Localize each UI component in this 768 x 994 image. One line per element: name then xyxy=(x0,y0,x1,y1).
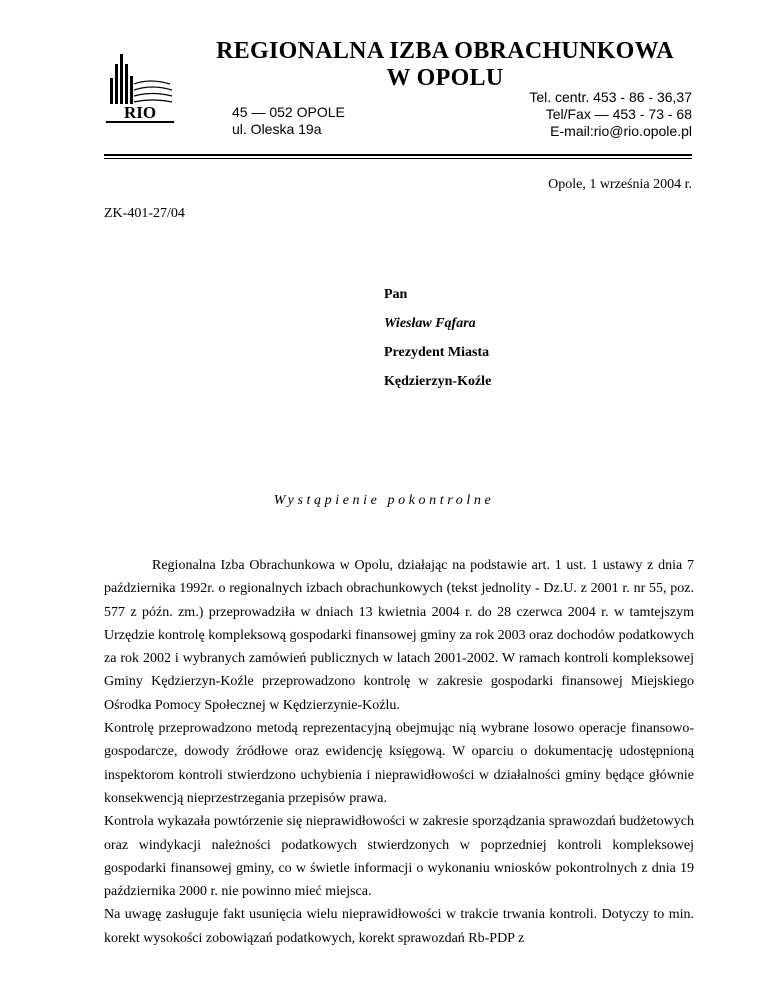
logo-text: RIO xyxy=(123,103,157,122)
recipient-position: Prezydent Miasta xyxy=(384,345,490,360)
letter-date: Opole, 1 września 2004 r. xyxy=(548,177,692,192)
letter-body xyxy=(104,554,694,950)
address-street: ul. Oleska 19a xyxy=(232,121,322,137)
recipient-name: Wiesław Fąfara xyxy=(384,316,476,331)
recipient-salutation: Pan xyxy=(384,287,408,302)
recipient-block xyxy=(384,280,491,396)
address-postal-code: 45 — 052 OPOLE xyxy=(232,104,345,120)
header-divider-thin xyxy=(104,158,692,159)
header-divider-thick xyxy=(104,154,692,156)
body-paragraph-2: Kontrolę przeprowadzono metodą reprezentacyjną obejmując nią wybrane losowo operacje finansowo-gospodarcze, dowody źródłowe oraz ewidencję księgową. W oparciu o dokumentację udostępnioną inspektorom kontroli stwierdzono uchybienia i nieprawidłowości w działalności gminy będące głównie konsekwencją nieprzestrzegania przepisów prawa. xyxy=(104,721,694,806)
rio-logo xyxy=(104,50,176,128)
recipient-city: Kędzierzyn-Koźle xyxy=(384,374,492,389)
body-paragraph-1: Regionalna Izba Obrachunkowa w Opolu, działając na podstawie art. 1 ust. 1 ustawy z dnia 7 października 1992r. o regionalnych izbach obrachunkowych (tekst jednolity - Dz.U. z 2001 r. nr 55, poz. 577 z późn. zm.) przeprowadziła w dniach 13 kwietnia 2004 r. do 28 czerwca 2004 r. w tamtejszym Urzędzie kontrolę kompleksową gospodarki finansowej gminy za rok 2003 oraz dochodów podatkowych za rok 2002 i wybranych zamówień publicznych w latach 2001-2002. W ramach kontroli kompleksowej Gminy Kędzierzyn-Koźle przeprowadzono kontrolę w zakresie gospodarki finansowej Miejskiego Ośrodka Pomocy Społecznej w Kędzierzynie-Koźlu. xyxy=(104,558,694,713)
reference-number: ZK-401-27/04 xyxy=(104,206,185,221)
phone-number: Tel. centr. 453 - 86 - 36,37 xyxy=(529,89,692,105)
organization-name-line1: REGIONALNA IZBA OBRACHUNKOWA xyxy=(216,38,674,64)
body-paragraph-3: Kontrola wykazała powtórzenie się nieprawidłowości w zakresie sporządzania sprawozdań budżetowych oraz windykacji należności podatkowych stwierdzonych w poprzedniej kontroli kompleksowej gospodarki finansowej gminy, co w świetle informacji o wykonaniu wniosków pokontrolnych z dnia 19 października 2000 r. nie powinno mieć miejsca. xyxy=(104,814,694,900)
fax-number: Tel/Fax — 453 - 73 - 68 xyxy=(545,106,692,122)
document-title: Wystąpienie pokontrolne xyxy=(273,493,495,508)
organization-title xyxy=(180,38,710,92)
postal-address xyxy=(232,104,345,138)
body-paragraph-4: Na uwagę zasługuje fakt usunięcia wielu nieprawidłowości w trakcie trwania kontroli. Dotyczy to min. korekt wysokości zobowiązań podatkowych, korekt sprawozdań Rb-PDP z xyxy=(104,907,694,946)
email-address[interactable]: E-mail:rio@rio.opole.pl xyxy=(550,123,692,139)
organization-name-line2: W OPOLU xyxy=(386,65,504,91)
contact-info xyxy=(529,89,692,140)
